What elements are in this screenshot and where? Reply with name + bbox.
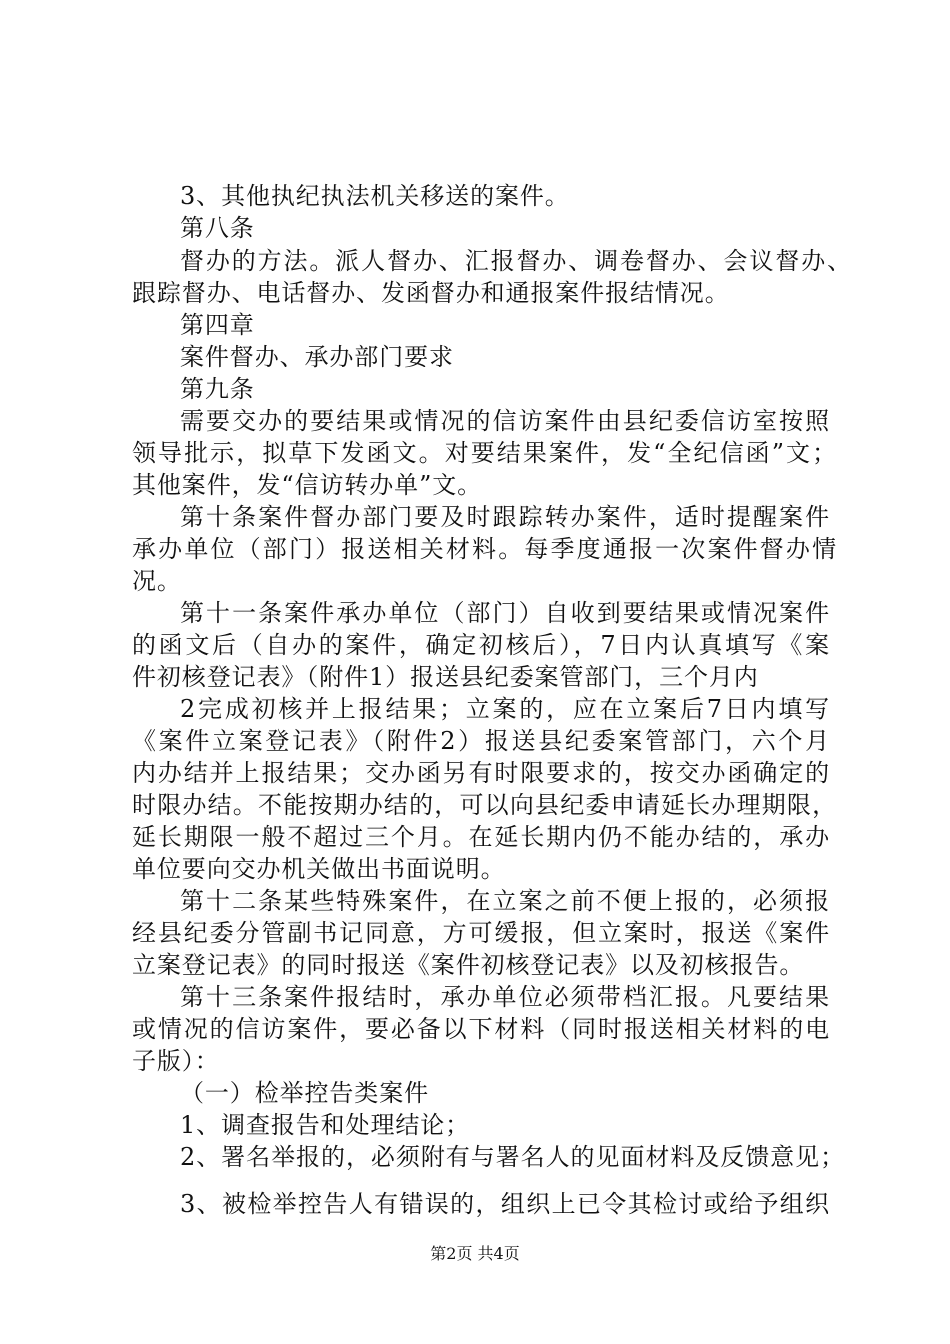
- text-line: 第十条案件督办部门要及时跟踪转办案件，适时提醒案件: [180, 503, 830, 531]
- article-heading: 第九条: [180, 375, 255, 403]
- text-line: 第十三条案件报结时，承办单位必须带档汇报。凡要结果: [180, 983, 830, 1011]
- chapter-heading: 第四章: [180, 311, 255, 339]
- text-line: 督办的方法。派人督办、汇报督办、调卷督办、会议督办、: [180, 247, 852, 275]
- text-line: 第十一条案件承办单位（部门）自收到要结果或情况案件: [180, 599, 830, 627]
- text-line: 子版）：: [132, 1047, 220, 1075]
- text-line: 时限办结。不能按期办结的，可以向县纪委申请延长办理期限，: [132, 791, 837, 819]
- text-line: 经县纪委分管副书记同意，方可缓报，但立案时，报送《案件: [132, 919, 830, 947]
- text-line: 况。: [132, 567, 182, 595]
- text-line: 其他案件，发“信访转办单”文。: [132, 471, 483, 499]
- text-line: 承办单位（部门）报送相关材料。每季度通报一次案件督办情: [132, 535, 837, 563]
- text-line: 立案登记表》的同时报送《案件初核登记表》以及初核报告。: [132, 951, 805, 979]
- text-line: 的函文后（自办的案件，确定初核后），7日内认真填写《案: [132, 631, 830, 659]
- text-line: 需要交办的要结果或情况的信访案件由县纪委信访室按照: [180, 407, 830, 435]
- text-line: 或情况的信访案件，要必备以下材料（同时报送相关材料的电: [132, 1015, 830, 1043]
- text-line: 2完成初核并上报结果；立案的，应在立案后7日内填写: [180, 695, 830, 723]
- text-line: 3、其他执纪执法机关移送的案件。: [180, 182, 570, 210]
- text-line: 件初核登记表》（附件1）报送县纪委案管部门，三个月内: [132, 663, 759, 691]
- text-line: 单位要向交办机关做出书面说明。: [132, 855, 506, 883]
- text-line: 跟踪督办、电话督办、发函督办和通报案件报结情况。: [132, 279, 730, 307]
- list-item: 3、被检举控告人有错误的，组织上已令其检讨或给予组织: [180, 1190, 830, 1218]
- text-line: 延长期限一般不超过三个月。在延长期内仍不能办结的，承办: [132, 823, 830, 851]
- section-heading: （一）检举控告类案件: [180, 1079, 429, 1107]
- page-number-footer: 第2页 共4页: [430, 1244, 520, 1263]
- text-line: 第十二条某些特殊案件，在立案之前不便上报的，必须报: [180, 887, 830, 915]
- list-item: 1、调查报告和处理结论；: [180, 1111, 471, 1139]
- text-line: 内办结并上报结果；交办函另有时限要求的，按交办函确定的: [132, 759, 830, 787]
- text-line: 《案件立案登记表》（附件2）报送县纪委案管部门，六个月: [132, 727, 830, 755]
- article-heading: 第八条: [180, 214, 255, 242]
- chapter-title: 案件督办、承办部门要求: [180, 343, 454, 371]
- list-item: 2、署名举报的，必须附有与署名人的见面材料及反馈意见；: [180, 1143, 845, 1171]
- text-line: 领导批示，拟草下发函文。对要结果案件，发“全纪信函”文；: [132, 439, 837, 467]
